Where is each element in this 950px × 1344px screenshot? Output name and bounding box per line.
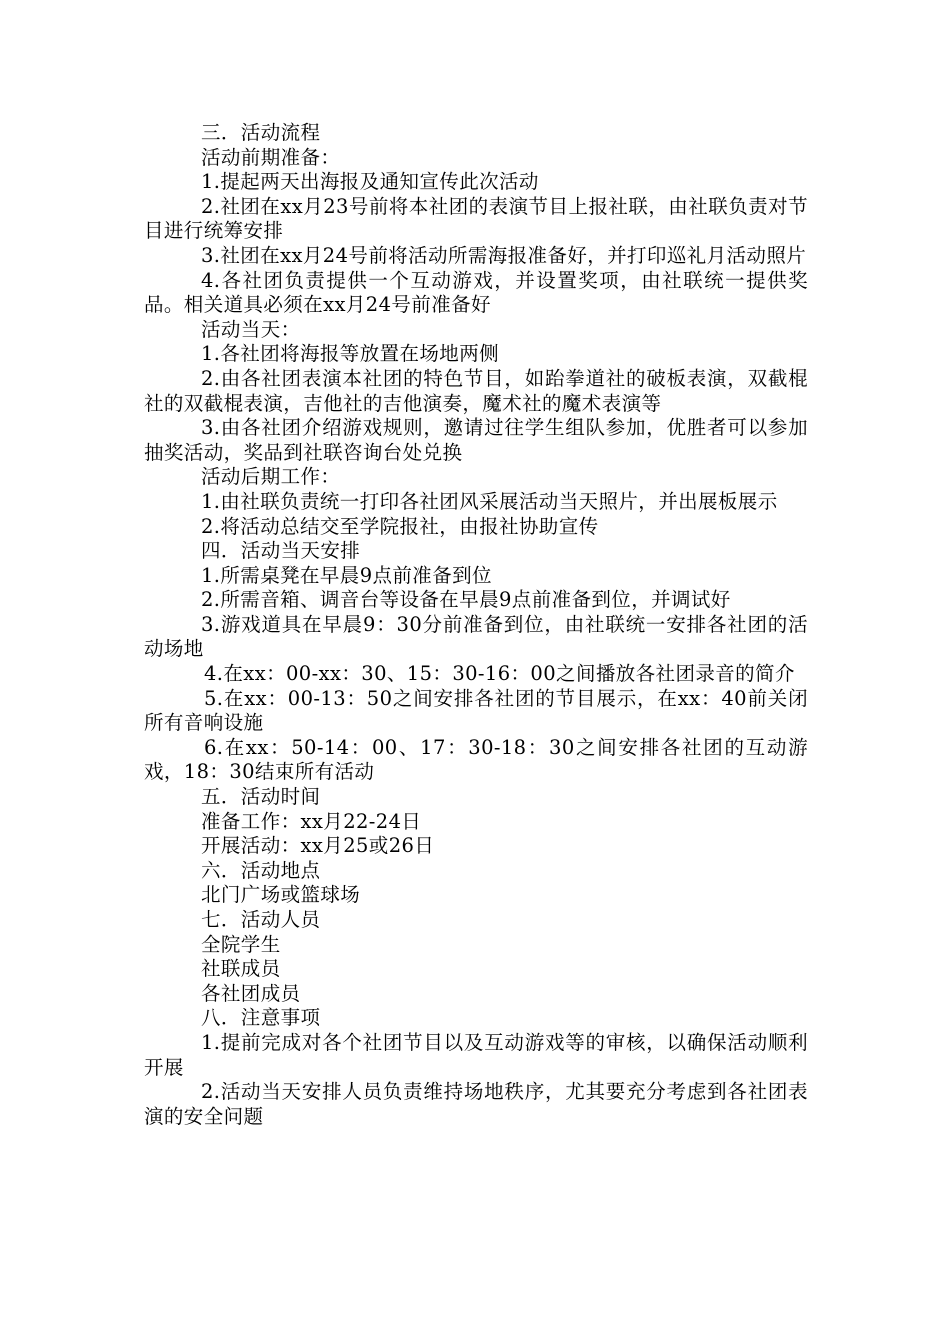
subheading-follow-up: 活动后期工作： xyxy=(201,465,341,489)
paragraph: 2.由各社团表演本社团的特色节目，如跆拳道社的破板表演，双截棍社的双截棍表演，吉他社的吉他演奏，魔术社的魔术表演等 xyxy=(144,366,808,415)
paragraph: 6.在xx：50-14：00、17：30-18：30之间安排各社团的互动游戏，18：30结束所有活动 xyxy=(144,735,808,784)
paragraph: 1.各社团将海报等放置在场地两侧 xyxy=(201,342,500,366)
section-heading-personnel: 七．活动人员 xyxy=(201,908,321,931)
paragraph: 北门广场或篮球场 xyxy=(201,883,361,907)
paragraph: 1.提前完成对各个社团节目以及互动游戏等的审核，以确保活动顺利开展 xyxy=(144,1030,808,1079)
section-heading-notes: 八．注意事项 xyxy=(201,1006,321,1030)
paragraph: 开展活动：xx月25或26日 xyxy=(201,834,435,858)
section-heading-process: 三．活动流程 xyxy=(201,121,321,144)
paragraph: 各社团成员 xyxy=(201,981,301,1005)
paragraph: 2.所需音箱、调音台等设备在早晨9点前准备到位，并调试好 xyxy=(201,588,731,612)
paragraph: 全院学生 xyxy=(201,932,281,956)
paragraph: 1.由社联负责统一打印各社团风采展活动当天照片，并出展板展示 xyxy=(201,489,778,513)
paragraph: 2.活动当天安排人员负责维持场地秩序，尤其要充分考虑到各社团表演的安全问题 xyxy=(144,1080,808,1128)
paragraph: 2.将活动总结交至学院报社，由报社协助宣传 xyxy=(201,514,599,538)
section-heading-time: 五．活动时间 xyxy=(201,785,321,809)
paragraph: 1.提起两天出海报及通知宣传此次活动 xyxy=(201,170,539,194)
subheading-preparation: 活动前期准备： xyxy=(201,145,341,169)
section-heading-location: 六．活动地点 xyxy=(201,858,321,882)
section-heading-schedule: 四．活动当天安排 xyxy=(201,539,361,563)
paragraph: 3.社团在xx月24号前将活动所需海报准备好，并打印巡礼月活动照片 xyxy=(201,243,807,267)
paragraph: 2.社团在xx月23号前将本社团的表演节目上报社联，由社联负责对节目进行统筹安排 xyxy=(144,194,808,243)
document-body xyxy=(144,121,808,1129)
paragraph: 5.在xx：00-13：50之间安排各社团的节目展示，在xx：40前关闭所有音响设施 xyxy=(144,686,808,735)
paragraph: 4.在xx：00-xx：30、15：30-16：00之间播放各社团录音的简介 xyxy=(204,662,795,686)
paragraph: 准备工作：xx月22-24日 xyxy=(201,809,422,833)
paragraph: 社联成员 xyxy=(201,957,281,981)
paragraph: 3.由各社团介绍游戏规则，邀请过往学生组队参加，优胜者可以参加抽奖活动，奖品到社联咨询台处兑换 xyxy=(144,416,808,464)
paragraph: 3.游戏道具在早晨9：30分前准备到位，由社联统一安排各社团的活动场地 xyxy=(144,612,808,661)
paragraph: 1.所需桌凳在早晨9点前准备到位 xyxy=(201,563,492,587)
paragraph: 4.各社团负责提供一个互动游戏，并设置奖项，由社联统一提供奖品。相关道具必须在xx月24号前准备好 xyxy=(144,268,808,317)
subheading-event-day: 活动当天： xyxy=(201,317,301,341)
